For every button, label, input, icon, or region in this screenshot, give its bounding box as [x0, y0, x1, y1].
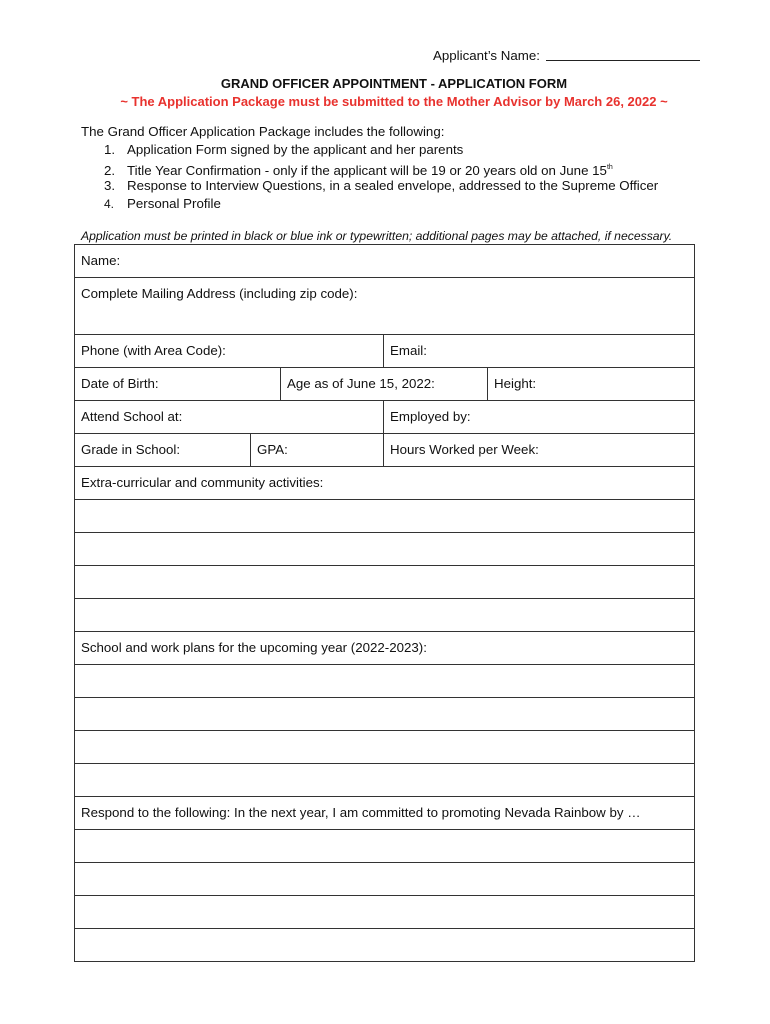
instructions-note: Application must be printed in black or blue ink or typewritten; additional pages may be attached, if necessary.: [81, 229, 673, 243]
list-item: 4. Personal Profile: [104, 196, 221, 211]
height-field[interactable]: Height:: [488, 368, 695, 401]
package-items-list: [104, 141, 658, 213]
plans-line[interactable]: [75, 698, 695, 731]
plans-heading: School and work plans for the upcoming year (2022-2023):: [75, 632, 695, 665]
age-field[interactable]: Age as of June 15, 2022:: [281, 368, 488, 401]
activities-line[interactable]: [75, 599, 695, 632]
respond-line[interactable]: [75, 863, 695, 896]
activities-line[interactable]: [75, 566, 695, 599]
plans-line[interactable]: [75, 764, 695, 797]
form-title: GRAND OFFICER APPOINTMENT - APPLICATION FORM: [220, 76, 568, 91]
activities-line[interactable]: [75, 533, 695, 566]
email-field[interactable]: Email:: [384, 335, 695, 368]
respond-line[interactable]: [75, 830, 695, 863]
plans-line[interactable]: [75, 731, 695, 764]
hours-worked-field[interactable]: Hours Worked per Week:: [384, 434, 695, 467]
list-item: 3. Response to Interview Questions, in a sealed envelope, addressed to the Supreme Officer: [104, 178, 659, 193]
mailing-address-field[interactable]: Complete Mailing Address (including zip code):: [75, 278, 695, 335]
respond-heading: Respond to the following: In the next year, I am committed to promoting Nevada Rainbow by …: [75, 797, 695, 830]
deadline-notice: ~ The Application Package must be submitted to the Mother Advisor by March 26, 2022 ~: [120, 94, 668, 109]
school-field[interactable]: Attend School at:: [75, 401, 384, 434]
grade-field[interactable]: Grade in School:: [75, 434, 251, 467]
plans-line[interactable]: [75, 665, 695, 698]
date-of-birth-field[interactable]: Date of Birth:: [75, 368, 281, 401]
respond-line[interactable]: [75, 896, 695, 929]
name-field[interactable]: Name:: [75, 245, 695, 278]
respond-line[interactable]: [75, 929, 695, 962]
list-item: 2. Title Year Confirmation - only if the applicant will be 19 or 20 years old on June 15th: [104, 163, 613, 178]
activities-heading: Extra-curricular and community activities:: [75, 467, 695, 500]
applicant-name-field: [433, 48, 700, 63]
application-form-table: [74, 244, 695, 962]
activities-line[interactable]: [75, 500, 695, 533]
package-intro: The Grand Officer Application Package includes the following:: [81, 124, 445, 139]
gpa-field[interactable]: GPA:: [251, 434, 384, 467]
applicant-name-label: Applicant’s Name:: [433, 48, 540, 63]
phone-field[interactable]: Phone (with Area Code):: [75, 335, 384, 368]
applicant-name-line[interactable]: [546, 60, 700, 61]
employed-by-field[interactable]: Employed by:: [384, 401, 695, 434]
list-item: 1. Application Form signed by the applicant and her parents: [104, 142, 464, 157]
